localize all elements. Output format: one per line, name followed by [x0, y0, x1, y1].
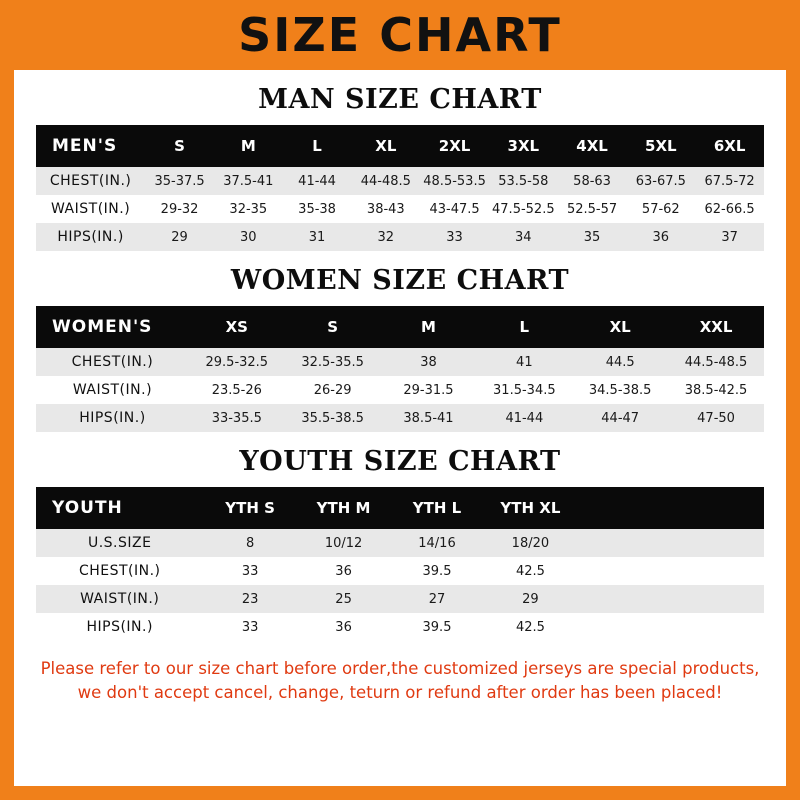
- youth-col-2: YTH L: [390, 487, 483, 529]
- youth-cell-0-0: 8: [203, 529, 296, 557]
- men-col-8: 6XL: [695, 125, 764, 167]
- men-cell-0-5: 53.5-58: [489, 167, 558, 195]
- women-cell-2-5: 47-50: [668, 404, 764, 432]
- youth-cell-0-4: [577, 529, 670, 557]
- youth-corner-label: YOUTH: [36, 487, 203, 529]
- table-row: [36, 529, 764, 557]
- youth-cell-3-4: [577, 613, 670, 641]
- youth-cell-0-1: 10/12: [297, 529, 390, 557]
- table-header-row: [36, 125, 764, 167]
- men-cell-0-7: 63-67.5: [626, 167, 695, 195]
- table-row: [36, 167, 764, 195]
- men-cell-1-6: 52.5-57: [558, 195, 627, 223]
- men-col-2: L: [283, 125, 352, 167]
- table-row: [36, 404, 764, 432]
- men-col-3: XL: [351, 125, 420, 167]
- women-col-1: S: [285, 306, 381, 348]
- women-cell-2-2: 38.5-41: [381, 404, 477, 432]
- men-corner-label: MEN'S: [36, 125, 145, 167]
- youth-col-0: YTH S: [203, 487, 296, 529]
- section-title-youth: YOUTH SIZE CHART: [239, 446, 561, 477]
- women-cell-2-4: 44-47: [572, 404, 668, 432]
- women-col-0: XS: [189, 306, 285, 348]
- women-cell-0-0: 29.5-32.5: [189, 348, 285, 376]
- women-cell-2-3: 41-44: [476, 404, 572, 432]
- women-cell-1-3: 31.5-34.5: [476, 376, 572, 404]
- men-cell-2-1: 30: [214, 223, 283, 251]
- youth-cell-1-2: 39.5: [390, 557, 483, 585]
- men-cell-1-4: 43-47.5: [420, 195, 489, 223]
- men-row-label-1: WAIST(IN.): [36, 195, 145, 223]
- women-col-3: L: [476, 306, 572, 348]
- youth-row-label-0: U.S.SIZE: [36, 529, 203, 557]
- footer-note-line-2: we don't accept cancel, change, teturn or refund after order has been placed!: [77, 682, 723, 702]
- men-cell-2-0: 29: [145, 223, 214, 251]
- men-cell-0-6: 58-63: [558, 167, 627, 195]
- women-cell-0-4: 44.5: [572, 348, 668, 376]
- women-cell-1-5: 38.5-42.5: [668, 376, 764, 404]
- men-cell-0-0: 35-37.5: [145, 167, 214, 195]
- men-cell-2-2: 31: [283, 223, 352, 251]
- men-cell-1-2: 35-38: [283, 195, 352, 223]
- youth-col-5: [671, 487, 764, 529]
- table-row: [36, 585, 764, 613]
- youth-cell-3-3: 42.5: [484, 613, 577, 641]
- women-cell-2-0: 33-35.5: [189, 404, 285, 432]
- youth-row-label-3: HIPS(IN.): [36, 613, 203, 641]
- men-cell-2-3: 32: [351, 223, 420, 251]
- youth-cell-0-5: [671, 529, 764, 557]
- table-row: [36, 557, 764, 585]
- section-women: [14, 265, 786, 432]
- men-col-7: 5XL: [626, 125, 695, 167]
- table-row: [36, 223, 764, 251]
- women-cell-1-4: 34.5-38.5: [572, 376, 668, 404]
- youth-col-1: YTH M: [297, 487, 390, 529]
- youth-cell-1-0: 33: [203, 557, 296, 585]
- youth-row-label-2: WAIST(IN.): [36, 585, 203, 613]
- women-col-2: M: [381, 306, 477, 348]
- youth-cell-0-3: 18/20: [484, 529, 577, 557]
- men-cell-2-7: 36: [626, 223, 695, 251]
- youth-cell-1-4: [577, 557, 670, 585]
- men-cell-1-7: 57-62: [626, 195, 695, 223]
- section-title-men: MAN SIZE CHART: [258, 84, 542, 115]
- table-header-row: [36, 306, 764, 348]
- men-row-label-2: HIPS(IN.): [36, 223, 145, 251]
- men-col-5: 3XL: [489, 125, 558, 167]
- men-col-6: 4XL: [558, 125, 627, 167]
- men-col-1: M: [214, 125, 283, 167]
- men-cell-1-5: 47.5-52.5: [489, 195, 558, 223]
- men-cell-1-3: 38-43: [351, 195, 420, 223]
- page-title: SIZE CHART: [238, 8, 562, 62]
- table-row: [36, 195, 764, 223]
- youth-cell-3-2: 39.5: [390, 613, 483, 641]
- men-row-label-0: CHEST(IN.): [36, 167, 145, 195]
- youth-cell-3-1: 36: [297, 613, 390, 641]
- men-col-0: S: [145, 125, 214, 167]
- women-cell-0-5: 44.5-48.5: [668, 348, 764, 376]
- youth-cell-2-1: 25: [297, 585, 390, 613]
- youth-cell-3-0: 33: [203, 613, 296, 641]
- youth-col-3: YTH XL: [484, 487, 577, 529]
- youth-cell-3-5: [671, 613, 764, 641]
- youth-cell-0-2: 14/16: [390, 529, 483, 557]
- women-corner-label: WOMEN'S: [36, 306, 189, 348]
- section-title-women: WOMEN SIZE CHART: [230, 265, 570, 296]
- men-cell-1-0: 29-32: [145, 195, 214, 223]
- men-cell-2-6: 35: [558, 223, 627, 251]
- table-header-row: [36, 487, 764, 529]
- footer-note-line-1: Please refer to our size chart before order,the customized jerseys are special products,: [40, 659, 760, 678]
- women-row-label-0: CHEST(IN.): [36, 348, 189, 376]
- women-cell-2-1: 35.5-38.5: [285, 404, 381, 432]
- men-cell-0-1: 37.5-41: [214, 167, 283, 195]
- men-cell-1-8: 62-66.5: [695, 195, 764, 223]
- women-cell-0-2: 38: [381, 348, 477, 376]
- footer-note: [30, 657, 770, 705]
- men-cell-2-8: 37: [695, 223, 764, 251]
- youth-col-4: [577, 487, 670, 529]
- youth-cell-2-2: 27: [390, 585, 483, 613]
- men-cell-2-5: 34: [489, 223, 558, 251]
- women-cell-0-1: 32.5-35.5: [285, 348, 381, 376]
- women-row-label-2: HIPS(IN.): [36, 404, 189, 432]
- women-col-5: XXL: [668, 306, 764, 348]
- youth-cell-2-5: [671, 585, 764, 613]
- men-cell-0-2: 41-44: [283, 167, 352, 195]
- youth-size-table: [36, 487, 764, 641]
- women-col-4: XL: [572, 306, 668, 348]
- table-row: [36, 376, 764, 404]
- youth-cell-2-3: 29: [484, 585, 577, 613]
- men-cell-0-3: 44-48.5: [351, 167, 420, 195]
- men-cell-1-1: 32-35: [214, 195, 283, 223]
- youth-cell-1-1: 36: [297, 557, 390, 585]
- women-cell-1-0: 23.5-26: [189, 376, 285, 404]
- section-youth: [14, 446, 786, 641]
- youth-cell-1-5: [671, 557, 764, 585]
- section-men: [14, 84, 786, 251]
- header-band: [0, 0, 800, 70]
- women-size-table: [36, 306, 764, 432]
- men-cell-0-8: 67.5-72: [695, 167, 764, 195]
- table-row: [36, 348, 764, 376]
- women-cell-1-1: 26-29: [285, 376, 381, 404]
- table-row: [36, 613, 764, 641]
- youth-cell-2-4: [577, 585, 670, 613]
- youth-cell-1-3: 42.5: [484, 557, 577, 585]
- youth-cell-2-0: 23: [203, 585, 296, 613]
- women-cell-0-3: 41: [476, 348, 572, 376]
- men-cell-0-4: 48.5-53.5: [420, 167, 489, 195]
- men-size-table: [36, 125, 764, 251]
- men-col-4: 2XL: [420, 125, 489, 167]
- women-cell-1-2: 29-31.5: [381, 376, 477, 404]
- youth-row-label-1: CHEST(IN.): [36, 557, 203, 585]
- women-row-label-1: WAIST(IN.): [36, 376, 189, 404]
- men-cell-2-4: 33: [420, 223, 489, 251]
